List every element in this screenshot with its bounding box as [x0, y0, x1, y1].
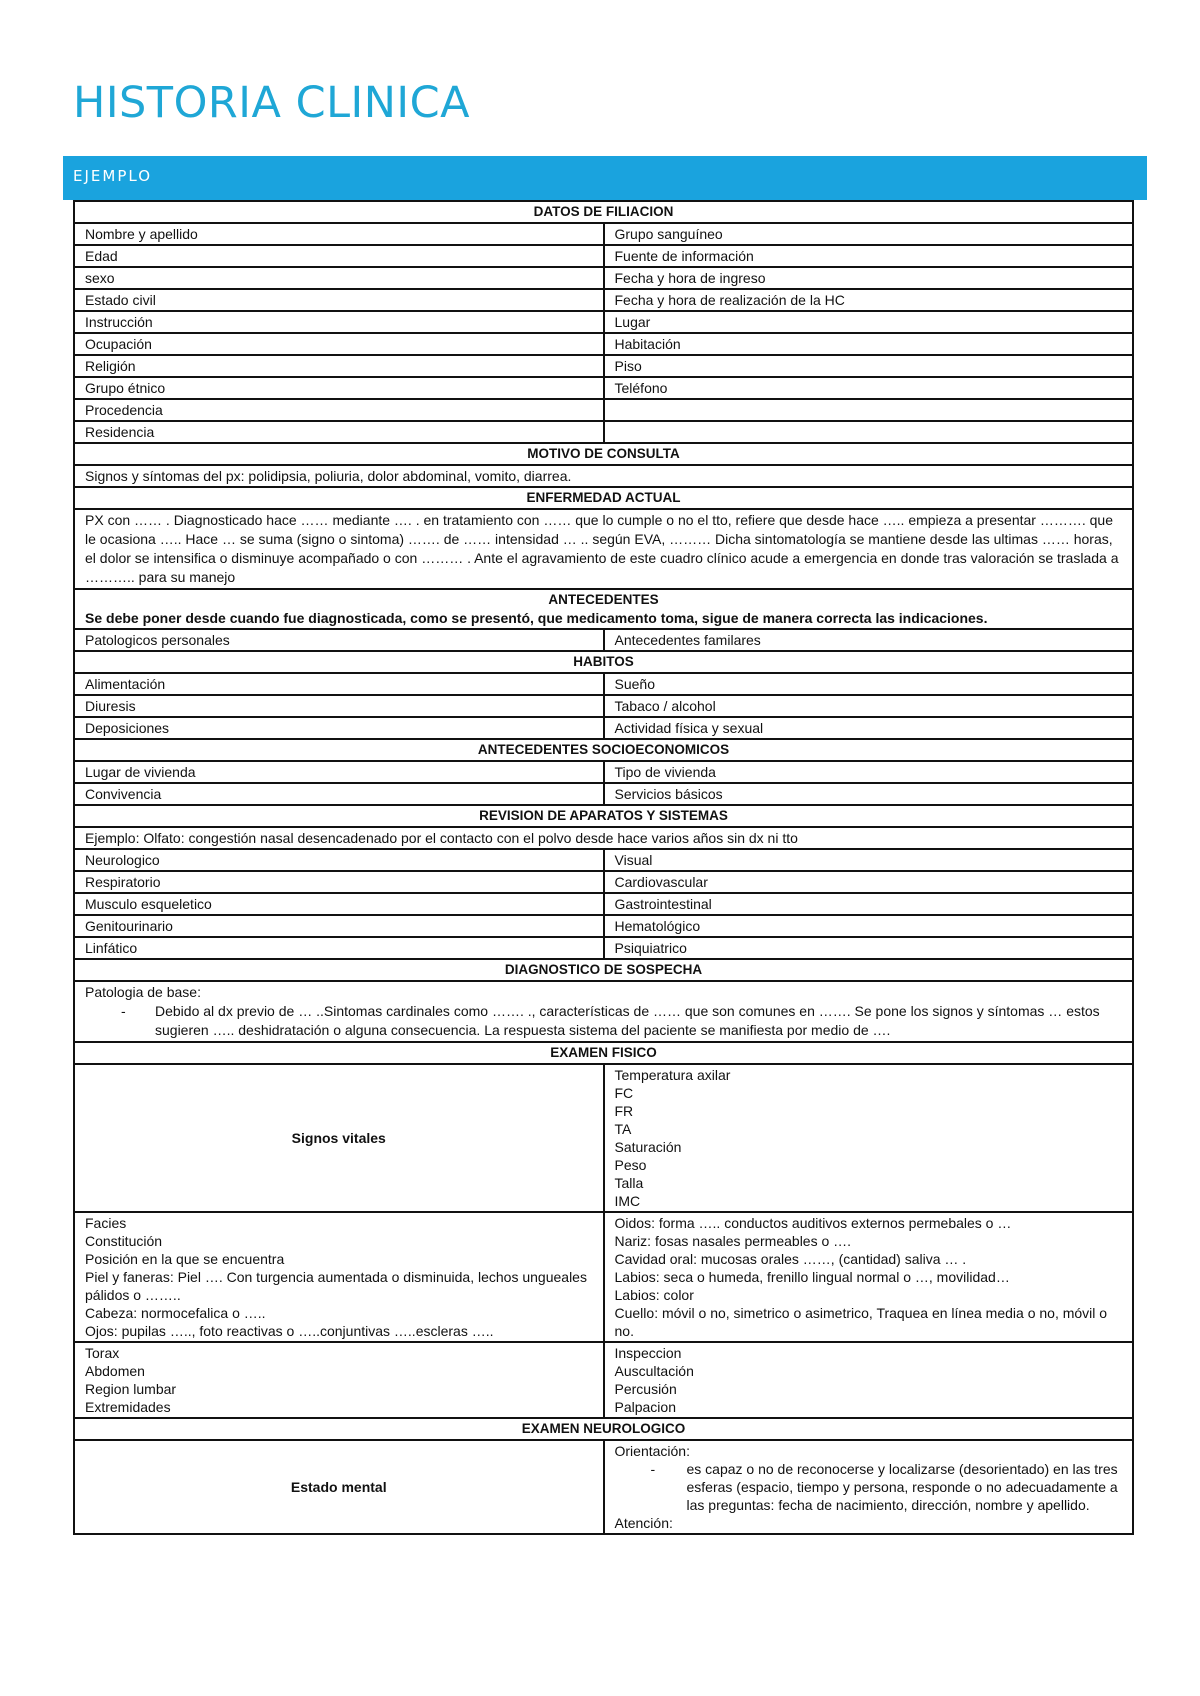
socio-header: ANTECEDENTES SOCIOECONOMICOS: [74, 739, 1133, 761]
field-label: Actividad física y sexual: [604, 717, 1134, 739]
vitales-list: [604, 1064, 1134, 1212]
vital-item: IMC: [614, 1193, 641, 1209]
field-label: Linfático: [74, 937, 604, 959]
enfermedad-header: ENFERMEDAD ACTUAL: [74, 487, 1133, 509]
field-label: Deposiciones: [74, 717, 604, 739]
field-label: Edad: [74, 245, 604, 267]
field-label: Instrucción: [74, 311, 604, 333]
method-item: Palpacion: [614, 1399, 676, 1415]
field-empty: [604, 399, 1134, 421]
exam-item: Nariz: fosas nasales permeables o ….: [614, 1233, 852, 1249]
field-label: Grupo sanguíneo: [604, 223, 1134, 245]
field-label: Religión: [74, 355, 604, 377]
orientacion-label: Orientación:: [614, 1443, 690, 1459]
exam-item: Cavidad oral: mucosas orales ……, (cantidad) saliva … .: [614, 1251, 967, 1267]
diagnostico-base: Patologia de base:: [85, 984, 201, 1000]
diagnostico-block: [74, 981, 1133, 1042]
field-label: Convivencia: [74, 783, 604, 805]
neuro-header: EXAMEN NEUROLOGICO: [74, 1418, 1133, 1440]
field-label: Alimentación: [74, 673, 604, 695]
general-exam-list: [74, 1212, 604, 1342]
region-item: Region lumbar: [85, 1381, 177, 1397]
antecedentes-block: [74, 589, 1133, 629]
vitales-label: Signos vitales: [74, 1064, 604, 1212]
motivo-header: MOTIVO DE CONSULTA: [74, 443, 1133, 465]
vital-item: Peso: [614, 1157, 647, 1173]
field-label: Tabaco / alcohol: [604, 695, 1134, 717]
field-label: Teléfono: [604, 377, 1134, 399]
field-label: Habitación: [604, 333, 1134, 355]
field-label: Estado civil: [74, 289, 604, 311]
field-label: Diuresis: [74, 695, 604, 717]
field-label: sexo: [74, 267, 604, 289]
filiacion-header: DATOS DE FILIACION: [74, 201, 1133, 223]
examen-header: EXAMEN FISICO: [74, 1042, 1133, 1064]
field-label: Servicios básicos: [604, 783, 1134, 805]
habitos-header: HABITOS: [74, 651, 1133, 673]
field-label: Lugar: [604, 311, 1134, 333]
orientacion-item: - es capaz o no de reconocerse y localizarse (desorientado) en las tres esferas (espacio, tiempo y persona, responde o no adecuadamente a las preguntas: fecha de nacimiento, dirección, nombre y apellido.: [687, 1460, 1123, 1514]
antecedentes-header: ANTECEDENTES: [548, 592, 659, 607]
vital-item: FR: [614, 1103, 634, 1119]
estado-mental-detail: [604, 1440, 1134, 1534]
atencion-label: Atención:: [614, 1515, 673, 1531]
revision-header: REVISION DE APARATOS Y SISTEMAS: [74, 805, 1133, 827]
region-item: Torax: [85, 1345, 120, 1361]
field-empty: [604, 421, 1134, 443]
exam-item: Ojos: pupilas ….., foto reactivas o …..conjuntivas …..escleras …..: [85, 1323, 494, 1339]
exam-item: Posición en la que se encuentra: [85, 1251, 285, 1267]
field-label: Patologicos personales: [74, 629, 604, 651]
diagnostico-item: - Debido al dx previo de … ..Sintomas cardinales como ……. ., características de …… que son comunes en ……. Se pone los signos y síntomas … estos sugieren ….. deshidratación o alguna consecuencia. La respuesta sistema del paciente se manifiesta por medio de ….: [155, 1002, 1122, 1040]
exam-item: Labios: color: [614, 1287, 694, 1303]
field-label: Fecha y hora de realización de la HC: [604, 289, 1134, 311]
field-label: Piso: [604, 355, 1134, 377]
exam-item: Cabeza: normocefalica o …..: [85, 1305, 266, 1321]
antecedentes-note: Se debe poner desde cuando fue diagnosticada, como se presentó, que medicamento toma, sigue de manera correcta las indicaciones.: [85, 610, 988, 626]
field-label: Cardiovascular: [604, 871, 1134, 893]
document-title: HISTORIA CLINICA: [73, 78, 471, 128]
methods-list: [604, 1342, 1134, 1418]
field-label: Musculo esqueletico: [74, 893, 604, 915]
field-label: Lugar de vivienda: [74, 761, 604, 783]
field-label: Respiratorio: [74, 871, 604, 893]
exam-item: Constitución: [85, 1233, 163, 1249]
field-label: Grupo étnico: [74, 377, 604, 399]
region-item: Abdomen: [85, 1363, 145, 1379]
vital-item: Talla: [614, 1175, 644, 1191]
field-label: Sueño: [604, 673, 1134, 695]
method-item: Auscultación: [614, 1363, 694, 1379]
exam-item: Labios: seca o humeda, frenillo lingual normal o …, movilidad…: [614, 1269, 1010, 1285]
field-label: Antecedentes familares: [604, 629, 1134, 651]
field-label: Residencia: [74, 421, 604, 443]
region-item: Extremidades: [85, 1399, 171, 1415]
field-label: Hematológico: [604, 915, 1134, 937]
vital-item: TA: [614, 1121, 632, 1137]
exam-item: Facies: [85, 1215, 127, 1231]
method-item: Percusión: [614, 1381, 677, 1397]
exam-item: Piel y faneras: Piel …. Con turgencia aumentada o disminuida, lechos ungueales pálidos o ……..: [85, 1269, 587, 1303]
motivo-text: Signos y síntomas del px: polidipsia, poliuria, dolor abdominal, vomito, diarrea.: [74, 465, 1133, 487]
estado-mental-label: Estado mental: [74, 1440, 604, 1534]
banner-label: EJEMPLO: [73, 167, 152, 185]
regions-list: [74, 1342, 604, 1418]
field-label: Fuente de información: [604, 245, 1134, 267]
field-label: Genitourinario: [74, 915, 604, 937]
enfermedad-text: PX con …… . Diagnosticado hace …… mediante …. . en tratamiento con …… que lo cumple o no el tto, refiere que desde hace ….. empieza a presentar ………. que le ocasiona ….. Hace … se suma (signo o sintoma) ……. de …… intensidad … .. según EVA, ……… Dicha sintomatología se mantiene desde las ultimas …… horas, el dolor se intensifica o disminuye acompañado o con ……… . Ante el agravamiento de este cuadro clínico acude a emergencia en donde tras valoración se traslada a ……….. para su manejo: [74, 509, 1133, 589]
exam-item: Cuello: móvil o no, simetrico o asimetrico, Traquea en línea media o no, móvil o no.: [614, 1305, 1108, 1339]
field-label: Fecha y hora de ingreso: [604, 267, 1134, 289]
head-exam-list: [604, 1212, 1134, 1342]
field-label: Visual: [604, 849, 1134, 871]
field-label: Ocupación: [74, 333, 604, 355]
diagnostico-header: DIAGNOSTICO DE SOSPECHA: [74, 959, 1133, 981]
method-item: Inspeccion: [614, 1345, 682, 1361]
clinical-history-form: [73, 200, 1134, 1535]
field-label: Nombre y apellido: [74, 223, 604, 245]
field-label: Psiquiatrico: [604, 937, 1134, 959]
field-label: Procedencia: [74, 399, 604, 421]
vital-item: Saturación: [614, 1139, 682, 1155]
exam-item: Oidos: forma ….. conductos auditivos externos permebales o …: [614, 1215, 1012, 1231]
section-banner: [63, 156, 1147, 200]
vital-item: Temperatura axilar: [614, 1067, 731, 1083]
field-label: Tipo de vivienda: [604, 761, 1134, 783]
field-label: Gastrointestinal: [604, 893, 1134, 915]
vital-item: FC: [614, 1085, 634, 1101]
field-label: Neurologico: [74, 849, 604, 871]
revision-example: Ejemplo: Olfato: congestión nasal desencadenado por el contacto con el polvo desde hace varios años sin dx ni tto: [74, 827, 1133, 849]
